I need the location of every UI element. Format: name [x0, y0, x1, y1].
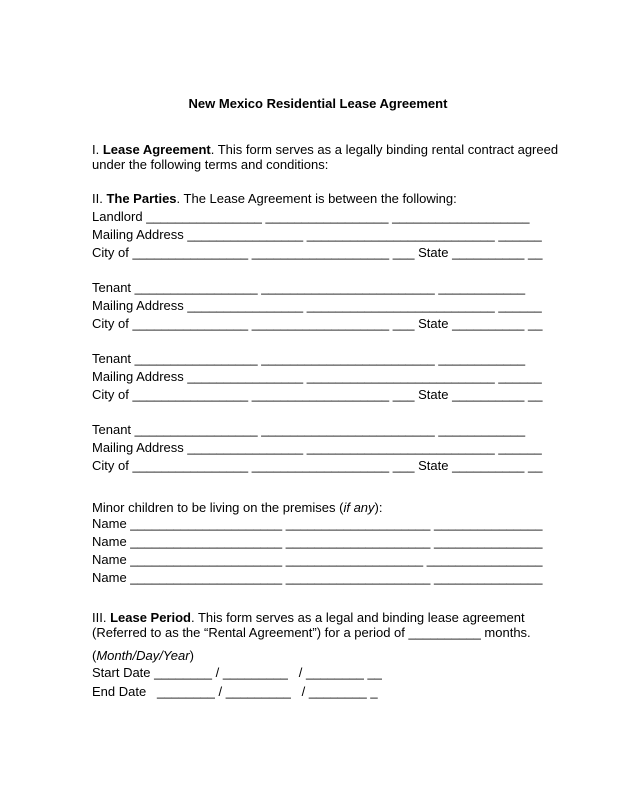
text-run: Lease Agreement [102, 142, 211, 157]
document-title: New Mexico Residential Lease Agreement [188, 96, 448, 111]
tenant-2-mailing-address-field: ________________ [187, 369, 304, 384]
text-run: ): [374, 500, 383, 515]
text-run: Name [92, 552, 131, 567]
tenant-1-state-field: __________ [452, 316, 525, 331]
tenant-1-name-field: ____________ [438, 280, 526, 295]
paragraph-line [92, 142, 640, 157]
end-date-month-field: ________ [157, 684, 215, 699]
landlord-city-field: ________________ [132, 245, 249, 260]
child-name-3-field: _____________________ [130, 552, 283, 567]
child-name-row-3 [92, 551, 640, 569]
child-name-4-field: ____________________ [285, 570, 431, 585]
tenant-3-mailing-address-row [92, 439, 640, 457]
tenant-2-state-field: __ [528, 387, 543, 402]
end-date-day-field: _________ [225, 684, 291, 699]
paragraph-line [92, 610, 640, 625]
child-name-1-field: ____________________ [285, 516, 431, 531]
landlord-city-field: ___ [392, 245, 415, 260]
tenant-1-city-state-row [92, 315, 640, 333]
lease-period-months-field: __________ [408, 625, 481, 640]
child-name-3-field: ________________ [426, 552, 543, 567]
start-date-year-field: ________ [305, 665, 364, 680]
tenant-2-city-field: ________________ [132, 387, 249, 402]
text-run: The Parties [106, 191, 177, 206]
tenant-2-name-field: ____________ [438, 351, 526, 366]
text-run: ( [92, 648, 97, 663]
child-name-2-field: _______________ [434, 534, 543, 549]
start-date-row [92, 663, 640, 682]
tenant-1-city-field: ________________ [132, 316, 249, 331]
tenant-1-row [92, 279, 640, 297]
children-heading-paragraph [92, 500, 640, 515]
text-run: Month/Day/Year [96, 648, 190, 663]
paragraph-line [92, 648, 640, 663]
text-run: / [287, 665, 306, 680]
landlord-mailing-address-field: __________________________ [306, 227, 495, 242]
tenant-2-name-field: ________________________ [261, 351, 435, 366]
tenant-2-block [92, 350, 640, 404]
tenant-1-mailing-address-field: ______ [498, 298, 542, 313]
landlord-city-state-row [92, 244, 640, 262]
tenant-2-row [92, 350, 640, 368]
tenant-2-city-state-row [92, 386, 640, 404]
text-run: II. [92, 191, 107, 206]
tenant-2-state-field: __________ [452, 387, 525, 402]
tenant-1-name-field: ________________________ [261, 280, 435, 295]
text-run: I. [92, 142, 103, 157]
start-date-day-field: _________ [222, 665, 288, 680]
text-run: Mailing Address [92, 369, 188, 384]
tenant-3-block [92, 421, 640, 475]
child-name-4-field: _______________ [434, 570, 543, 585]
landlord-mailing-address-field: ______ [498, 227, 542, 242]
text-run: Name [92, 534, 131, 549]
child-name-1-field: _______________ [434, 516, 543, 531]
tenant-3-state-field: __ [528, 458, 543, 473]
tenant-3-city-field: ________________ [132, 458, 249, 473]
document-body [92, 142, 640, 701]
tenant-2-city-field: ___________________ [251, 387, 390, 402]
landlord-name-field: ________________ [146, 209, 262, 224]
landlord-mailing-address-field: ________________ [187, 227, 304, 242]
section-i-paragraph [92, 142, 640, 172]
child-name-2-field: _____________________ [130, 534, 283, 549]
text-run: if any [343, 500, 375, 515]
tenant-3-city-field: ___ [392, 458, 415, 473]
text-run: . The Lease Agreement is between the following: [176, 191, 457, 206]
text-run: Tenant [92, 351, 135, 366]
text-run: Name [92, 570, 131, 585]
child-name-4-field: _____________________ [130, 570, 283, 585]
lease-dates-block [92, 663, 640, 701]
tenant-2-mailing-address-row [92, 368, 640, 386]
tenant-3-mailing-address-field: __________________________ [306, 440, 495, 455]
tenant-3-city-field: ___________________ [251, 458, 390, 473]
text-run: / [214, 684, 226, 699]
children-names-block [92, 515, 640, 587]
landlord-city-field: ___________________ [251, 245, 390, 260]
text-run: State [414, 316, 453, 331]
paragraph-line [92, 157, 640, 172]
text-run: City of [92, 316, 133, 331]
landlord-state-field: __________ [452, 245, 525, 260]
start-date-year-field: __ [367, 665, 382, 680]
text-run: III. [92, 610, 111, 625]
tenant-1-city-field: ___________________ [251, 316, 390, 331]
text-run: Tenant [92, 422, 135, 437]
text-run: Mailing Address [92, 227, 188, 242]
text-run: months. [480, 625, 531, 640]
tenant-1-mailing-address-field: __________________________ [306, 298, 495, 313]
tenant-1-name-field: _________________ [134, 280, 258, 295]
text-run: . This form serves as a legally binding rental contract agreed [210, 142, 559, 157]
text-run: (Referred to as the “Rental Agreement”) for a period of [92, 625, 409, 640]
tenant-2-city-field: ___ [392, 387, 415, 402]
end-date-year-field: _ [370, 684, 378, 699]
text-run: State [414, 387, 453, 402]
landlord-name-field: ___________________ [392, 209, 530, 224]
child-name-row-2 [92, 533, 640, 551]
text-run: Minor children to be living on the premises ( [92, 500, 344, 515]
tenant-1-state-field: __ [528, 316, 543, 331]
text-run: / [211, 665, 223, 680]
text-run: Landlord [92, 209, 147, 224]
text-run: End Date [92, 684, 158, 699]
text-run: / [290, 684, 309, 699]
text-run: Mailing Address [92, 298, 188, 313]
landlord-mailing-address-row [92, 226, 640, 244]
text-run: City of [92, 387, 133, 402]
tenant-2-mailing-address-field: ______ [498, 369, 542, 384]
section-iii-paragraph [92, 610, 640, 640]
text-run: Start Date [92, 665, 155, 680]
text-run: City of [92, 245, 133, 260]
text-run: Mailing Address [92, 440, 188, 455]
tenant-1-block [92, 279, 640, 333]
text-run: ) [189, 648, 194, 663]
date-format-note [92, 648, 640, 663]
end-date-year-field: ________ [308, 684, 367, 699]
paragraph-line [92, 500, 640, 515]
landlord-name-field: _________________ [265, 209, 389, 224]
tenant-2-mailing-address-field: __________________________ [306, 369, 495, 384]
start-date-month-field: ________ [154, 665, 212, 680]
tenant-1-city-field: ___ [392, 316, 415, 331]
section-ii-paragraph [92, 191, 640, 206]
tenant-3-name-field: _________________ [134, 422, 258, 437]
child-name-3-field: ___________________ [285, 552, 424, 567]
end-date-row [92, 682, 640, 701]
child-name-row-1 [92, 515, 640, 533]
child-name-2-field: ____________________ [285, 534, 431, 549]
tenant-3-state-field: __________ [452, 458, 525, 473]
text-run: under the following terms and conditions: [92, 157, 329, 172]
text-run: City of [92, 458, 133, 473]
tenant-3-city-state-row [92, 457, 640, 475]
text-run: Tenant [92, 280, 135, 295]
text-run: . This form serves as a legal and binding lease agreement [191, 610, 525, 625]
landlord-state-field: __ [528, 245, 543, 260]
tenant-3-mailing-address-field: ______ [498, 440, 542, 455]
child-name-1-field: _____________________ [130, 516, 283, 531]
landlord-block [92, 208, 640, 262]
text-run: State [414, 245, 453, 260]
tenant-3-name-field: ________________________ [261, 422, 435, 437]
tenant-3-mailing-address-field: ________________ [187, 440, 304, 455]
paragraph-line [92, 191, 640, 206]
landlord-row [92, 208, 640, 226]
tenant-2-name-field: _________________ [134, 351, 258, 366]
tenant-1-mailing-address-field: ________________ [187, 298, 304, 313]
child-name-row-4 [92, 569, 640, 587]
text-run: State [414, 458, 453, 473]
tenant-1-mailing-address-row [92, 297, 640, 315]
text-run: Lease Period [110, 610, 191, 625]
paragraph-line [92, 625, 640, 640]
text-run: Name [92, 516, 131, 531]
tenant-3-name-field: ____________ [438, 422, 526, 437]
tenant-3-row [92, 421, 640, 439]
